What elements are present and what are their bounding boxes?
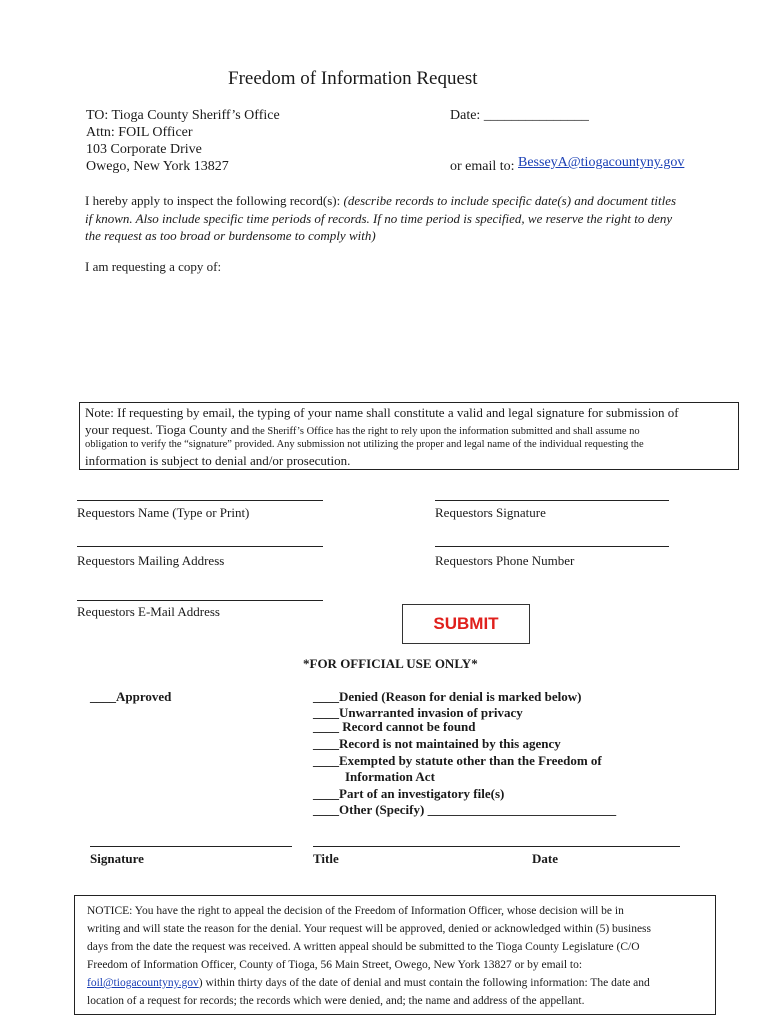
approved-option[interactable]: ____Approved: [90, 689, 172, 704]
submit-button[interactable]: SUBMIT: [402, 604, 530, 644]
name-line[interactable]: [77, 500, 323, 501]
official-date-label: Date: [532, 851, 558, 866]
other-option[interactable]: ____Other (Specify) _____________________________: [313, 802, 617, 817]
notice-line-1: NOTICE: You have the right to appeal the decision of the Freedom of Information Officer, whose decision will be in: [87, 905, 624, 917]
denied-option[interactable]: ____Denied (Reason for denial is marked below): [313, 689, 582, 704]
foil-email-link[interactable]: foil@tiogacountyny.gov: [87, 977, 199, 989]
copy-of-label: I am requesting a copy of:: [85, 259, 222, 274]
privacy-option[interactable]: ____Unwarranted invasion of privacy: [313, 705, 523, 720]
instructions-italic-2: if known. Also include specific time periods of records. If no time period is specified, we reserve the right to deny: [85, 210, 673, 226]
official-signature-label: Signature: [90, 851, 144, 866]
email-line[interactable]: [77, 600, 323, 601]
date-field[interactable]: Date: _______________: [450, 108, 589, 123]
notice-line-2: writing and will state the reason for the denial. Your request will be approved, denied or acknowledged within (5) business: [87, 923, 652, 935]
name-label: Requestors Name (Type or Print): [77, 505, 250, 520]
page-title: Freedom of Information Request: [228, 68, 478, 89]
mailing-label: Requestors Mailing Address: [77, 553, 225, 568]
instructions-lead: I hereby apply to inspect the following record(s):: [85, 193, 341, 208]
phone-line[interactable]: [435, 546, 669, 547]
exempted-option[interactable]: ____Exempted by statute other than the Freedom of: [313, 753, 602, 768]
notice-line-5: [87, 977, 650, 989]
note-line-1: Note: If requesting by email, the typing of your name shall constitute a valid and legal signature for submission of: [85, 405, 679, 420]
notice-line-3: days from the date the request was received. A written appeal should be submitted to the Tioga County Legislature (C/O: [87, 941, 640, 953]
records-description-area[interactable]: [85, 280, 735, 395]
mailing-line[interactable]: [77, 546, 323, 547]
notice-line-5-rest: ) within thirty days of the date of denial and must contain the following information: The date and: [198, 977, 650, 989]
not-found-option[interactable]: ____ Record cannot be found: [313, 719, 476, 734]
instructions-italic-1: (describe records to include specific date(s) and document titles: [343, 193, 677, 208]
notice-box: [74, 895, 716, 1015]
investigatory-option[interactable]: ____Part of an investigatory file(s): [313, 786, 505, 801]
address-attn: Attn: FOIL Officer: [86, 125, 193, 140]
official-title-label: Title: [313, 851, 339, 866]
official-heading: *FOR OFFICIAL USE ONLY*: [303, 656, 478, 671]
exempted-option-cont: Information Act: [345, 769, 435, 784]
signature-line[interactable]: [435, 500, 669, 501]
note-line-2b: the Sheriff’s Office has the right to rely upon the information submitted and shall assume no: [249, 426, 640, 437]
signature-label: Requestors Signature: [435, 505, 546, 520]
official-signature-line[interactable]: [90, 846, 292, 847]
not-maintained-option[interactable]: ____Record is not maintained by this agency: [313, 736, 561, 751]
phone-label: Requestors Phone Number: [435, 553, 575, 568]
notice-line-6: location of a request for records; the records which were denied, and; the name and address of the appellant.: [87, 995, 585, 1007]
note-line-3: obligation to verify the “signature” provided. Any submission not utilizing the proper and legal name of the individual requesting the: [85, 439, 644, 450]
email-link[interactable]: BesseyA@tiogacountyny.gov: [518, 155, 685, 170]
email-label: Requestors E-Mail Address: [77, 604, 220, 619]
address-city: Owego, New York 13827: [86, 159, 229, 174]
address-street: 103 Corporate Drive: [86, 142, 202, 157]
note-line-2a: your request. Tioga County and: [85, 422, 250, 437]
email-prefix: or email to:: [450, 159, 515, 174]
address-to: TO: Tioga County Sheriff’s Office: [86, 108, 280, 123]
notice-line-4: Freedom of Information Officer, County of Tioga, 56 Main Street, Owego, New York 13827 or by email to:: [87, 959, 583, 971]
note-box: [79, 402, 739, 470]
note-line-4: information is subject to denial and/or prosecution.: [85, 453, 351, 468]
note-line-2: [85, 422, 640, 438]
instructions-italic-3: the request as too broad or burdensome to comply with): [85, 228, 376, 243]
title-date-line[interactable]: [313, 846, 680, 847]
instructions-paragraph: [85, 192, 735, 245]
